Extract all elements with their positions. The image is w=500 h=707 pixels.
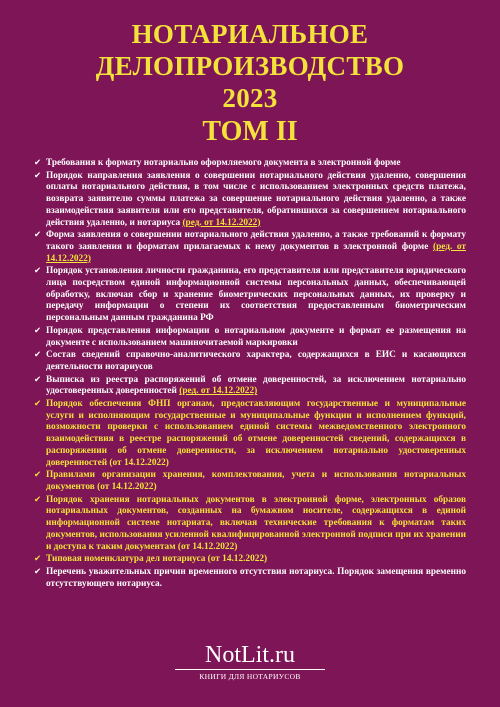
brand-name: NotLit.ru <box>205 642 295 668</box>
volume-label: ТОМ II <box>202 116 298 147</box>
brand-divider <box>175 669 325 670</box>
brand-tagline: КНИГИ ДЛЯ НОТАРИУСОВ <box>199 672 301 681</box>
list-item: ✔ Порядок представления информации о нотариальном документе и формат ее размещения на документе с использованием машиночитаемой маркировки <box>34 325 466 348</box>
checkmark-icon: ✔ <box>34 554 42 565</box>
list-item: ✔ Выписка из реестра распоряжений об отмене доверенностей, за исключением нотариально удостоверенных доверенностей (ред. от 14.12.2022) <box>34 374 466 397</box>
title-line-2: ДЕЛОПРОИЗВОДСТВО <box>95 51 405 81</box>
list-item: ✔ Требования к формату нотариально оформляемого документа в электронной форме <box>34 158 401 168</box>
list-item: ✔ Порядок направления заявления о совершении нотариального действия удаленно, совершения оплаты нотариального действия, в том числе с использованием электронных средств платежа, возврата заявителю суммы платежа за совершение нотариального действия удаленно, а также взаимодействия заявителя или его представителя, обратившихся за совершением нотариального действия удаленно, и нотариуса (ред. от 14.12.2022) <box>34 170 466 228</box>
revision-note: (ред. от 14.12.2022) <box>179 386 258 397</box>
list-item: ✔ Порядок установления личности гражданина, его представителя или представителя юридического лица посредством единой информационной системы персональных данных, обеспечивающей обработку, включая сбор и хранение биометрических персональных данных, их проверку и передачу информации о степени их соответствия предоставленным биометрическим персональным данным гражданина РФ <box>34 266 466 324</box>
checkmark-icon: ✔ <box>34 350 42 361</box>
checkmark-icon: ✔ <box>34 158 42 168</box>
title-year: 2023 <box>222 83 278 113</box>
checkmark-icon: ✔ <box>34 399 42 410</box>
list-item: ✔ Состав сведений справочно-аналитического характера, содержащихся в ЕИС и касающихся деятельности нотариусов <box>34 350 466 372</box>
revision-note: (ред. от 14.12.2022) <box>46 241 466 264</box>
checkmark-icon: ✔ <box>34 266 42 277</box>
checkmark-icon: ✔ <box>34 566 42 577</box>
checkmark-icon: ✔ <box>34 494 42 505</box>
list-item: ✔ Правилами организации хранения, комплектования, учета и использования нотариальных документов (от 14.12.2022) <box>34 470 466 492</box>
checkmark-icon: ✔ <box>34 170 42 181</box>
checkmark-icon: ✔ <box>34 470 42 481</box>
checkmark-icon: ✔ <box>34 374 42 385</box>
revision-note: (ред. от 14.12.2022) <box>182 217 261 228</box>
list-item: ✔ Перечень уважительных причин временного отсутствия нотариуса. Порядок замещения временно отсутствующего нотариуса. <box>34 566 466 589</box>
contents-list <box>34 158 466 591</box>
list-item: ✔ Форма заявления о совершении нотариального действия удаленно, а также требований к формату такого заявления и форматам прилагаемых к нему документов в электронной форме (ред. от 14.12.2022) <box>34 230 466 264</box>
list-item: ✔ Типовая номенклатура дел нотариуса (от 14.12.2022) <box>34 554 268 565</box>
list-item: ✔ Порядок обеспечения ФНП органам, предоставляющим государственные и муниципальные услуги и исполняющим государственные и муниципальные функции и исполнением функций, возможности проверки с использованием единой системы межведомственного электронного взаимодействия в реестре распоряжений об отмене доверенностей сведений, содержащихся в распоряжении об отмене доверенности, за исключением нотариально удостоверенных доверенностей (от 14.12.2022) <box>34 399 466 468</box>
checkmark-icon: ✔ <box>34 325 42 336</box>
title-line-1: НОТАРИАЛЬНОЕ <box>131 19 369 49</box>
book-title <box>0 18 500 114</box>
list-item: ✔ Порядок хранения нотариальных документов в электронной форме, электронных образов нотариальных документов, созданных на бумажном носителе, содержащихся в единой информационной системе нотариата, включая технические требования к форматам таких документов, использования усиленной квалифицированной электронной подписи при их хранении и доступа к таким документам (от 14.12.2022) <box>34 494 466 552</box>
checkmark-icon: ✔ <box>34 230 42 241</box>
